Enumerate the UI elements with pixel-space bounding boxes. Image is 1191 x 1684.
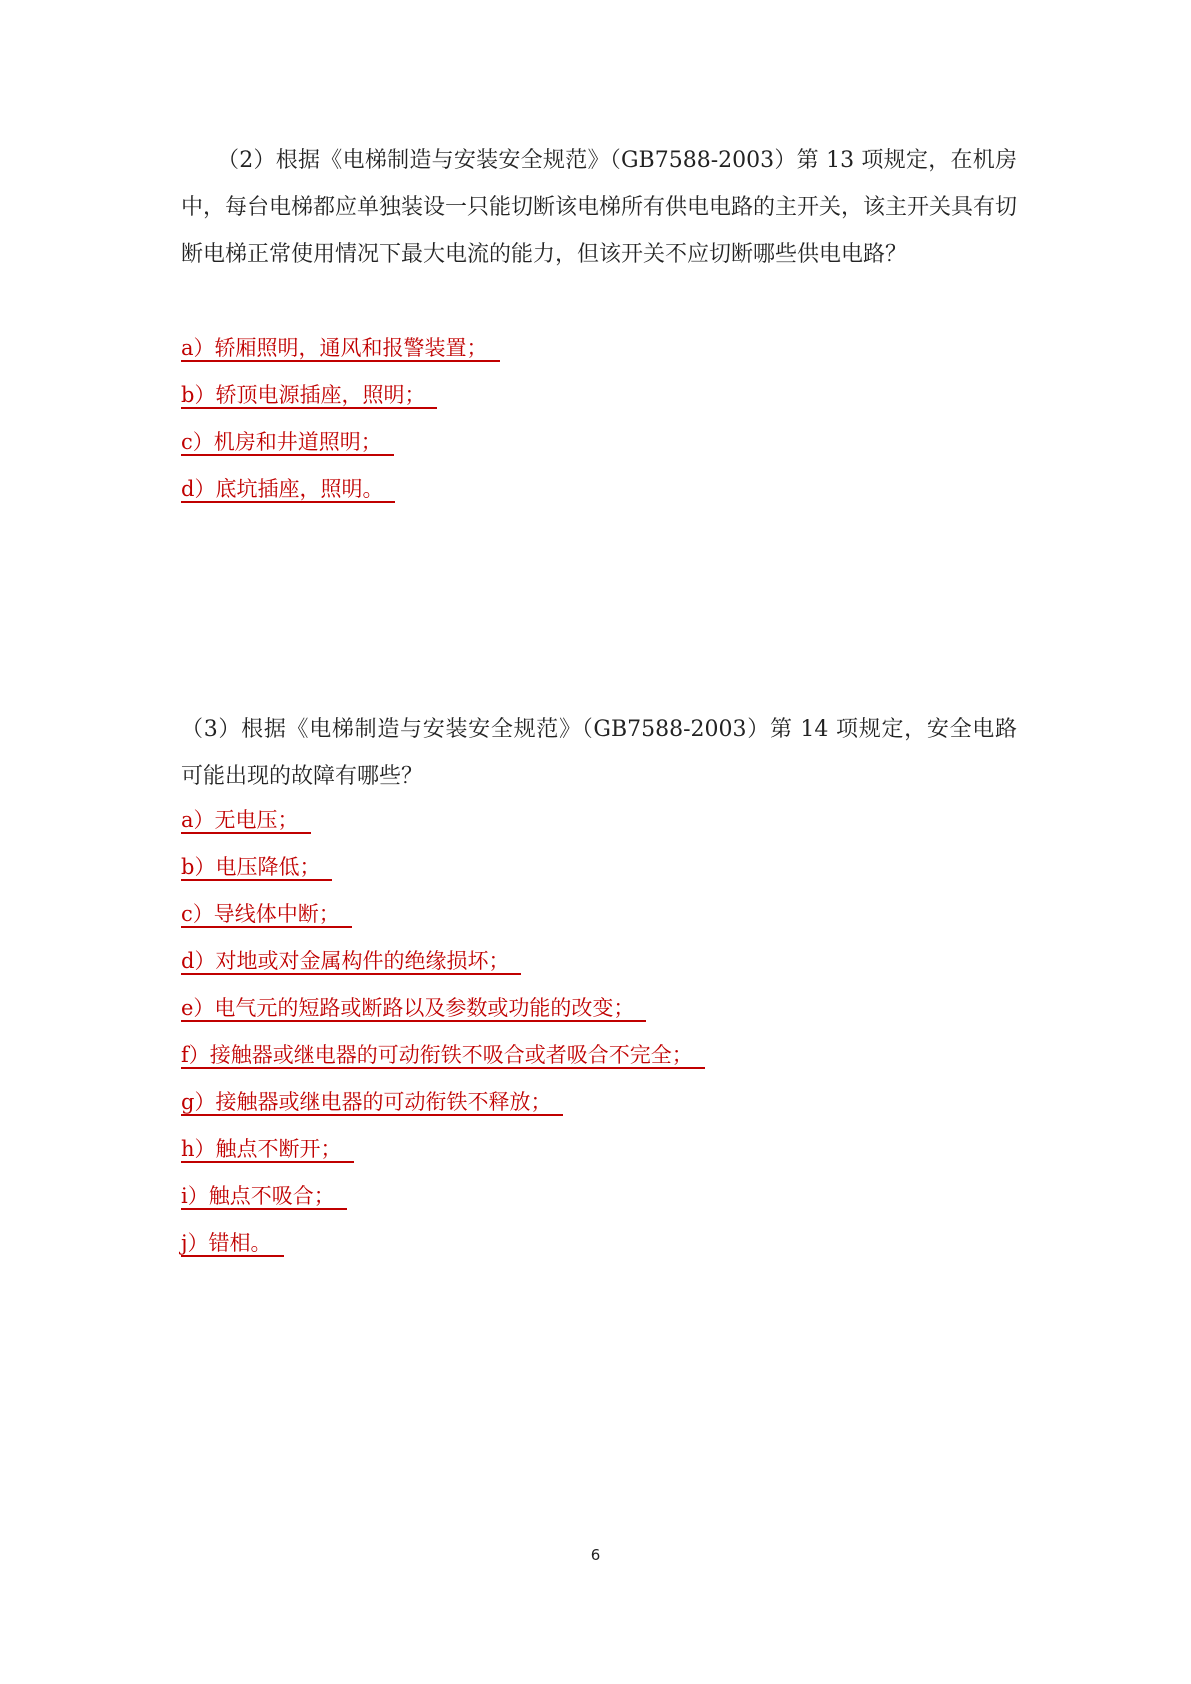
answer-text: b）电压降低； <box>181 855 332 881</box>
question-2-answers <box>181 325 500 513</box>
answer-text: c）导线体中断； <box>181 902 352 928</box>
answer-item <box>181 797 705 844</box>
answer-item <box>181 1032 705 1079</box>
question-2-text: （2）根据《电梯制造与安装安全规范》（GB7588-2003）第 13 项规定，在机房中，每台电梯都应单独装设一只能切断该电梯所有供电电路的主开关，该主开关具有切断电梯正常使用情况下最大电流的能力，但该开关不应切断哪些供电电路？ <box>181 148 1018 267</box>
answer-text: f）接触器或继电器的可动衔铁不吸合或者吸合不完全； <box>181 1043 705 1069</box>
answer-text: i）触点不吸合； <box>181 1184 347 1210</box>
answer-text: g）接触器或继电器的可动衔铁不释放； <box>181 1090 563 1116</box>
answer-item <box>181 419 500 466</box>
answer-item <box>181 891 705 938</box>
answer-text: h）触点不断开； <box>181 1137 354 1163</box>
answer-item <box>181 1126 705 1173</box>
answer-text: b）轿顶电源插座，照明； <box>181 383 437 409</box>
question-3-text: （3）根据《电梯制造与安装安全规范》（GB7588-2003）第 14 项规定，安全电路可能出现的故障有哪些？ <box>181 717 1017 789</box>
answer-item <box>181 1173 705 1220</box>
answer-text: d）底坑插座，照明。 <box>181 477 395 503</box>
page-number: 6 <box>590 1546 601 1564</box>
question-2 <box>181 137 1017 278</box>
answer-text: a）无电压； <box>181 808 311 834</box>
answer-item <box>181 466 500 513</box>
answer-text: j）错相。 <box>181 1231 284 1257</box>
answer-item <box>181 1079 705 1126</box>
question-3-answers <box>181 797 705 1267</box>
answer-item <box>181 372 500 419</box>
answer-text: c）机房和井道照明； <box>181 430 394 456</box>
answer-text: e）电气元的短路或断路以及参数或功能的改变； <box>181 996 646 1022</box>
answer-item <box>181 844 705 891</box>
question-3 <box>181 706 1017 800</box>
answer-item <box>181 1220 705 1267</box>
answer-item <box>181 938 705 985</box>
answer-text: a）轿厢照明，通风和报警装置； <box>181 336 500 362</box>
answer-item <box>181 325 500 372</box>
answer-text: d）对地或对金属构件的绝缘损坏； <box>181 949 521 975</box>
answer-item <box>181 985 705 1032</box>
